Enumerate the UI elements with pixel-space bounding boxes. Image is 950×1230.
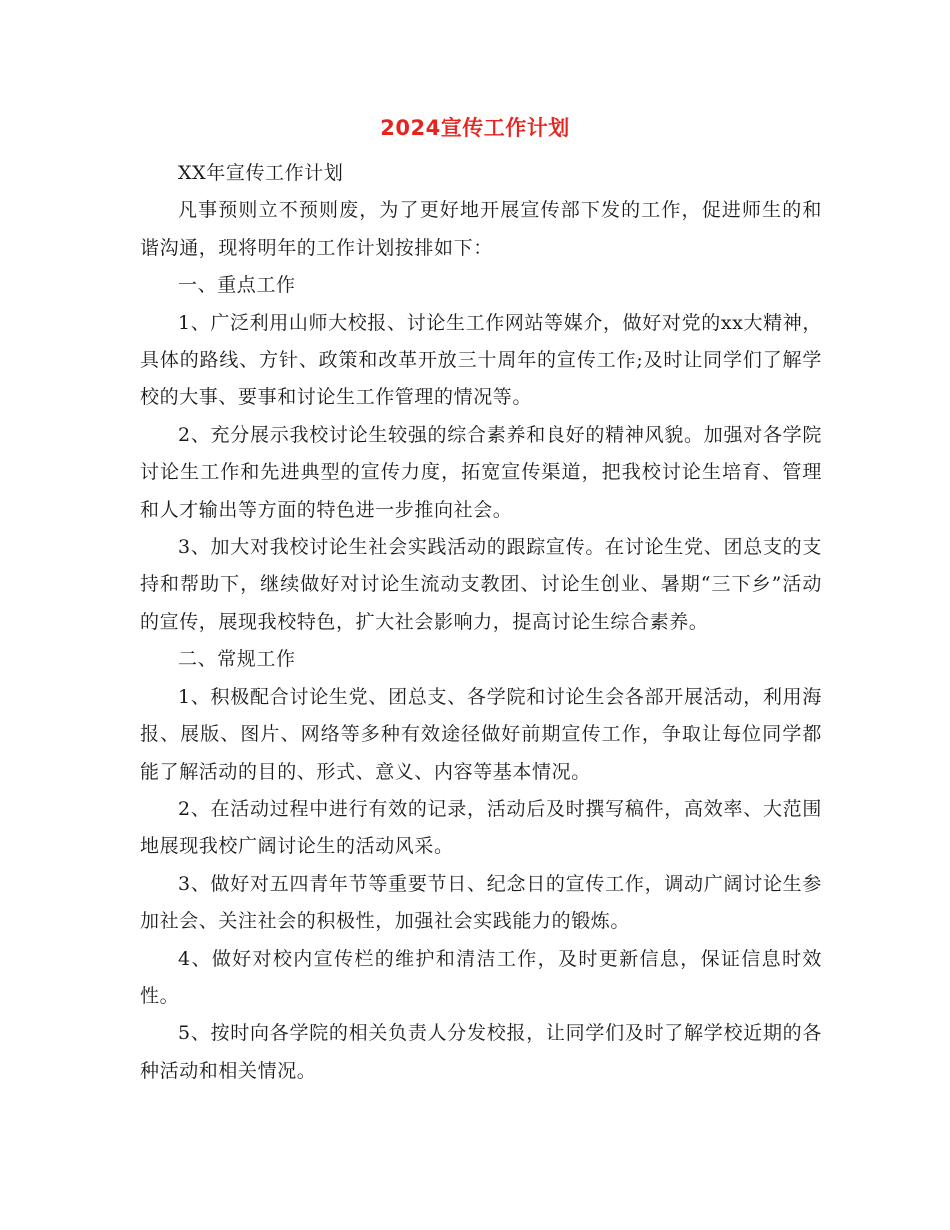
paragraph-key-work-1: 1、广泛利用山师大校报、讨论生工作网站等媒介，做好对党的xx大精神，具体的路线、方针、政策和改革开放三十周年的宣传工作;及时让同学们了解学校的大事、要事和讨论生工作管理的情况等。 [140, 311, 822, 409]
paragraph-subtitle: XX年宣传工作计划 [178, 162, 344, 184]
paragraph-key-work-3: 3、加大对我校讨论生社会实践活动的跟踪宣传。在讨论生党、团总支的支持和帮助下，继续做好对讨论生流动支教团、讨论生创业、暑期“三下乡”活动的宣传，展现我校特色，扩大社会影响力，提高讨论生综合素养。 [140, 536, 822, 633]
document-title: 2024宣传工作计划 [380, 116, 570, 140]
paragraph-intro: 凡事预则立不预则废，为了更好地开展宣传部下发的工作，促进师生的和谐沟通，现将明年的工作计划按排如下： [140, 199, 822, 259]
paragraph-routine-work-2: 2、在活动过程中进行有效的记录，活动后及时撰写稿件，高效率、大范围地展现我校广阔讨论生的活动风采。 [140, 797, 822, 858]
paragraph-routine-work-1: 1、积极配合讨论生党、团总支、各学院和讨论生会各部开展活动，利用海报、展版、图片、网络等多种有效途径做好前期宣传工作，争取让每位同学都能了解活动的目的、形式、意义、内容等基本情况。 [140, 685, 822, 783]
paragraph-routine-work-5: 5、按时向各学院的相关负责人分发校报，让同学们及时了解学校近期的各种活动和相关情况。 [140, 1022, 822, 1082]
paragraph-routine-work-3: 3、做好对五四青年节等重要节日、纪念日的宣传工作，调动广阔讨论生参加社会、关注社会的积极性，加强社会实践能力的锻炼。 [140, 872, 822, 933]
paragraph-routine-work-4: 4、做好对校内宣传栏的维护和清洁工作，及时更新信息，保证信息时效性。 [140, 947, 822, 1007]
document-body [140, 155, 822, 1090]
section-heading-key-work: 一、重点工作 [178, 274, 296, 297]
paragraph-key-work-2: 2、充分展示我校讨论生较强的综合素养和良好的精神风貌。加强对各学院讨论生工作和先进典型的宣传力度，拓宽宣传渠道，把我校讨论生培育、管理和人才输出等方面的特色进一步推向社会。 [140, 423, 822, 521]
section-heading-routine-work: 二、常规工作 [178, 648, 296, 671]
